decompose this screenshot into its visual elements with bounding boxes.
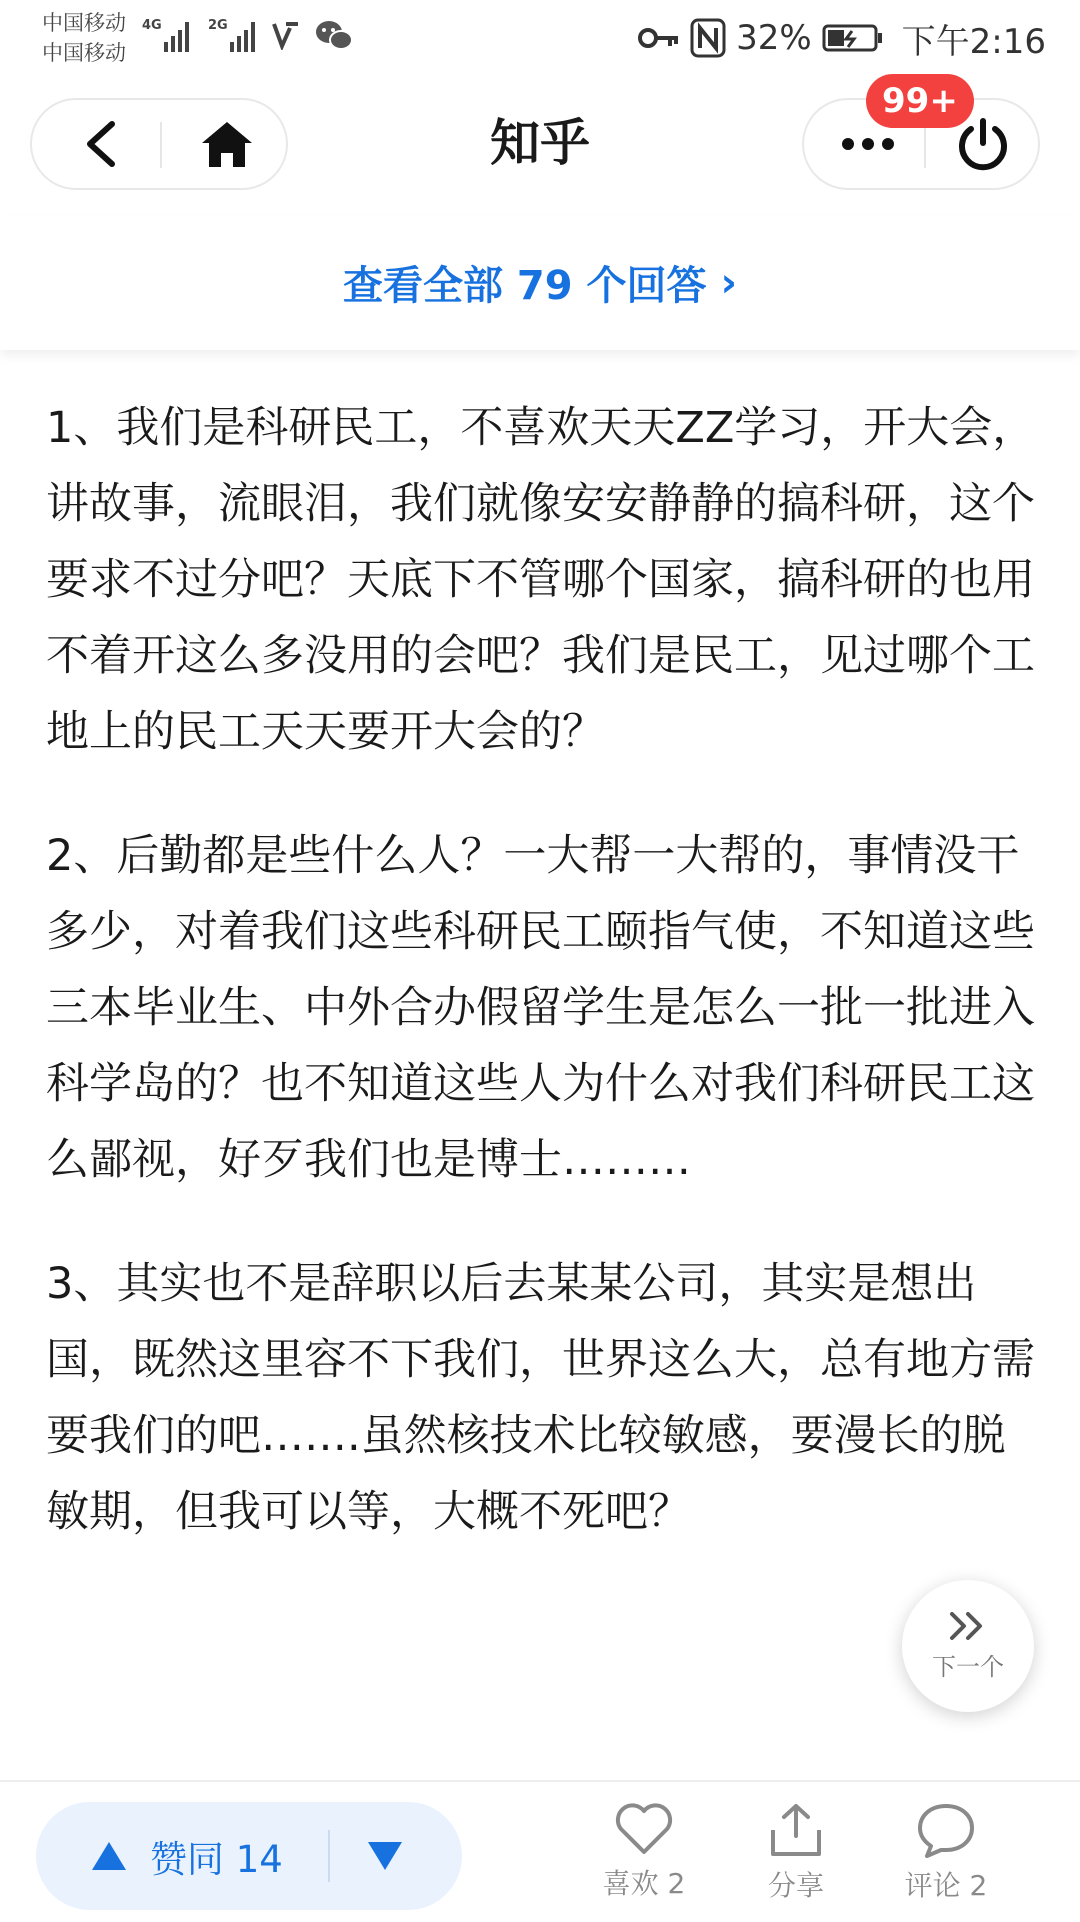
- key-icon: [638, 26, 680, 50]
- volte-icon: [272, 22, 302, 50]
- wechat-icon: [314, 18, 354, 52]
- net-2-label: 2G: [208, 18, 228, 33]
- vote-control: [36, 1802, 462, 1910]
- view-all-answers-label: 查看全部 79 个回答: [343, 263, 707, 309]
- upvote-button[interactable]: [90, 1802, 283, 1910]
- share-icon: [765, 1802, 827, 1858]
- heart-icon: [613, 1802, 675, 1856]
- chevron-right-icon: ›: [720, 259, 737, 306]
- carrier-labels: [42, 8, 126, 68]
- like-button[interactable]: [574, 1802, 714, 1902]
- comment-button[interactable]: [876, 1802, 1016, 1904]
- more-dots-icon: [840, 137, 896, 151]
- answer-content: [46, 390, 1046, 1598]
- answer-paragraph-1: 1、我们是科研民工，不喜欢天天ZZ学习，开大会，讲故事，流眼泪，我们就像安安静静的搞科研，这个要求不过分吧？天底下不管哪个国家，搞科研的也用不着开这么多没用的会吧？我们是民工，见过哪个工地上的民工天天要开大会的？: [46, 403, 1036, 757]
- carrier-2-label: 中国移动: [42, 41, 126, 65]
- battery-percent: 32%: [736, 18, 812, 58]
- status-bar: [0, 0, 1080, 80]
- power-icon: [956, 117, 1010, 171]
- answer-paragraph-2: 2、后勤都是些什么人？一大帮一大帮的，事情没干多少，对着我们这些科研民工颐指气使，不知道这些三本毕业生、中外合办假留学生是怎么一批一批进入科学岛的？也不知道这些人为什么对我们科研民工这么鄙视，好歹我们也是博士………: [46, 831, 1035, 1185]
- comment-bubble-icon: [915, 1802, 977, 1858]
- view-all-answers-link[interactable]: [0, 215, 1080, 350]
- top-nav-header: [0, 80, 1080, 210]
- comment-label: 评论 2: [904, 1869, 988, 1902]
- like-label: 喜欢 2: [602, 1867, 686, 1900]
- page-title: 知乎: [490, 114, 590, 172]
- signal-2g-icon: [208, 16, 260, 54]
- upvote-label: 赞同 14: [150, 1838, 283, 1881]
- nfc-icon: [690, 18, 726, 58]
- next-answer-button[interactable]: [902, 1580, 1034, 1712]
- notification-badge: 99+: [866, 74, 974, 128]
- next-answer-label: 下一个: [932, 1652, 1004, 1681]
- vote-divider: [328, 1830, 330, 1882]
- double-chevron-right-icon: [948, 1611, 988, 1641]
- downvote-button[interactable]: [366, 1802, 404, 1910]
- signal-4g-icon: [142, 16, 194, 54]
- battery-charging-icon: [822, 23, 884, 53]
- answer-paragraph-3: 3、其实也不是辞职以后去某某公司，其实是想出国，既然这里容不下我们，世界这么大，总有地方需要我们的吧…….虽然核技术比较敏感，要漫长的脱敏期，但我可以等，大概不死吧？: [46, 1259, 1035, 1537]
- clock-time: 下午2:16: [901, 21, 1046, 62]
- carrier-1-label: 中国移动: [42, 11, 126, 35]
- upvote-triangle-icon: [90, 1840, 128, 1872]
- nav-divider: [924, 122, 926, 168]
- status-right: [638, 14, 1046, 62]
- downvote-triangle-icon: [366, 1840, 404, 1872]
- net-1-label: 4G: [142, 18, 162, 33]
- bottom-action-bar: [0, 1780, 1080, 1922]
- share-label: 分享: [767, 1869, 824, 1902]
- share-button[interactable]: [726, 1802, 866, 1904]
